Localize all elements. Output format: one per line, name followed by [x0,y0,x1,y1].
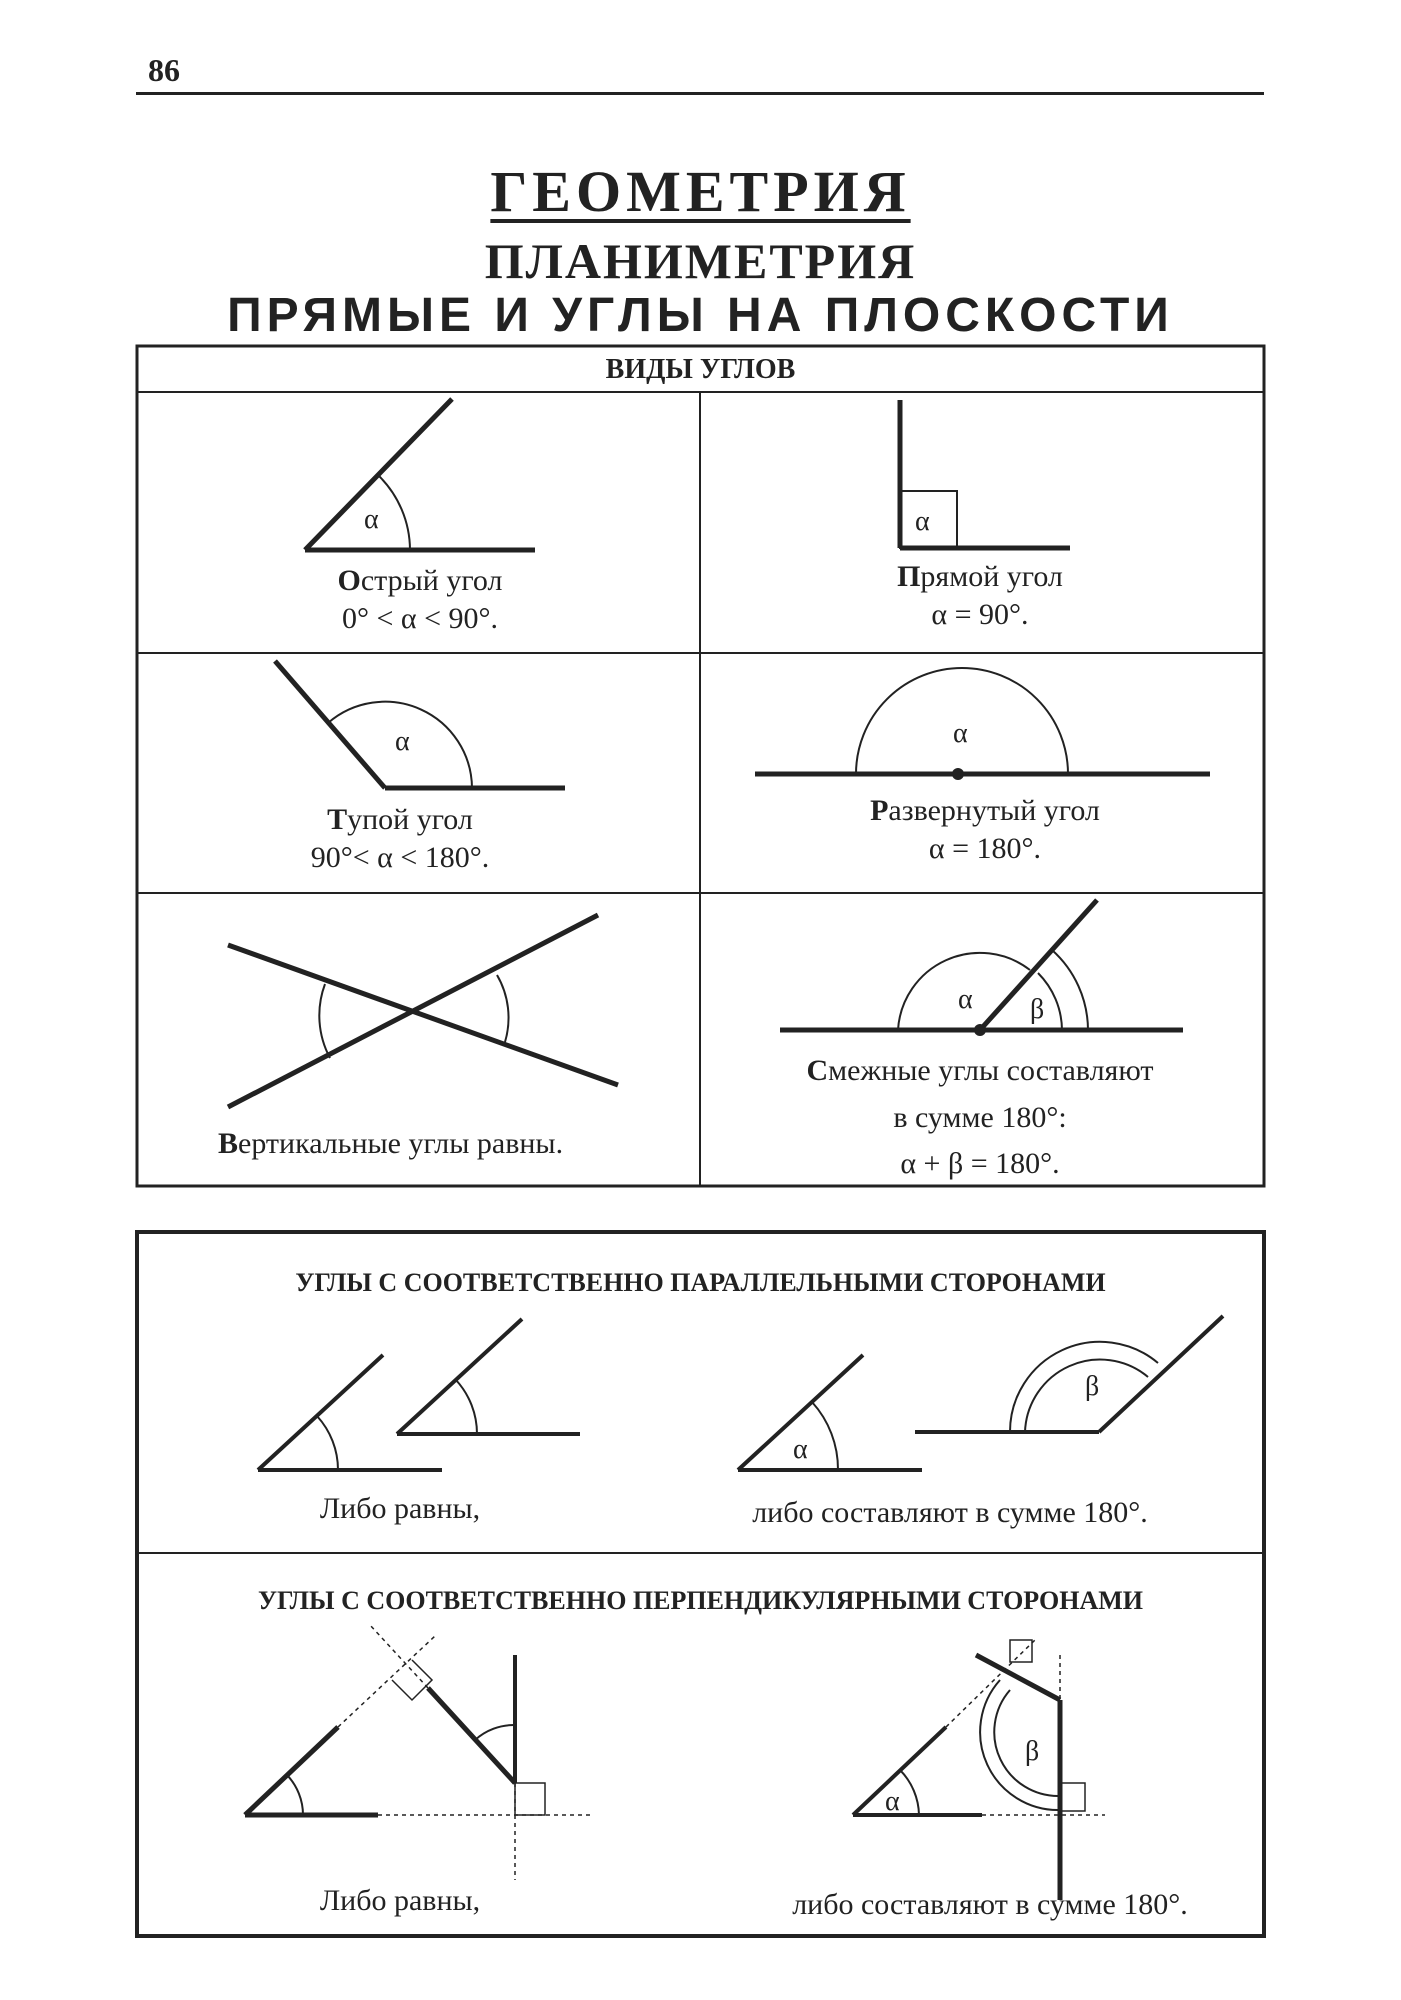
angle-types-header: ВИДЫ УГЛОВ [605,354,796,385]
parallel-equal-figure [258,1319,580,1470]
perpendicular-right-caption: либо составляют в сумме 180°. [792,1888,1188,1921]
parallel-alpha-label: α [793,1434,808,1465]
section-title: ПРЯМЫЕ И УГЛЫ НА ПЛОСКОСТИ [227,289,1174,342]
obtuse-angle-figure [275,661,565,788]
adjacent-formula: α + β = 180°. [900,1147,1060,1180]
straight-angle-figure [755,668,1210,774]
perpendicular-alpha-label: α [885,1786,900,1817]
straight-angle-vertex [952,768,964,780]
perpendicular-equal-figure [245,1625,590,1880]
obtuse-formula: 90°< α < 180°. [310,841,490,875]
straight-alpha-label: α [953,718,968,749]
right-formula: α = 90°. [931,598,1029,632]
adjacent-alpha-label: α [958,984,973,1015]
parallel-right-caption: либо составляют в сумме 180°. [752,1496,1148,1529]
vertical-caption: Вертикальные углы равны. [218,1127,564,1160]
adjacent-angles-figure [780,900,1183,1030]
acute-angle-figure [305,399,535,550]
vertical-angles-figure [228,915,618,1107]
right-alpha-label: α [915,506,930,537]
perpendicular-beta-label: β [1025,1736,1040,1767]
parallel-header: УГЛЫ С СООТВЕТСТВЕННО ПАРАЛЛЕЛЬНЫМИ СТОРОНАМИ [295,1268,1106,1297]
parallel-beta-label: β [1085,1371,1100,1402]
straight-formula: α = 180°. [928,832,1042,866]
right-caption: Прямой угол α = 90°. [897,560,1063,632]
page-title: ГЕОМЕТРИЯ [490,159,911,224]
adjacent-caption: Смежные углы составляют в сумме 180°: α + β = 180°. [806,1054,1154,1180]
acute-formula: 0° < α < 90°. [341,602,499,636]
perpendicular-left-caption: Либо равны, [319,1884,481,1917]
obtuse-caption: Тупой угол 90°< α < 180°. [310,803,490,875]
parallel-supplementary-figure [738,1316,1223,1470]
adjacent-angle-vertex [974,1024,986,1036]
page-number: 86 [148,52,180,88]
perpendicular-supplementary-figure [853,1640,1105,1900]
obtuse-alpha-label: α [395,726,410,757]
acute-caption: Острый угол 0° < α < 90°. [337,564,503,636]
adjacent-beta-label: β [1030,994,1045,1025]
perpendicular-header: УГЛЫ С СООТВЕТСТВЕННО ПЕРПЕНДИКУЛЯРНЫМИ СТОРОНАМИ [257,1586,1144,1615]
parallel-perpendicular-box [137,1232,1264,1936]
parallel-left-caption: Либо равны, [319,1492,481,1525]
acute-alpha-label: α [364,504,379,535]
page-subtitle: ПЛАНИМЕТРИЯ [484,233,917,289]
straight-caption: Развернутый угол α = 180°. [870,794,1100,866]
